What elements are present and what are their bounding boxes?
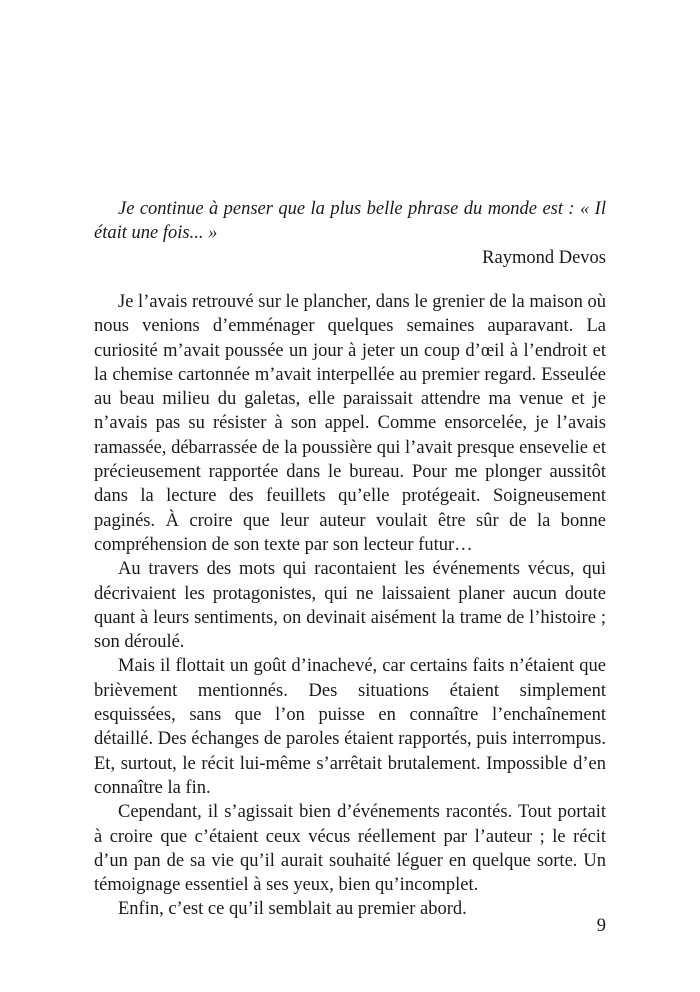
paragraph: Cependant, il s’agissait bien d’événements racontés. Tout portait à croire que c’étaient ceux vécus réellement par l’auteur ; le récit d’un pan de sa vie qu’il aurait souhaité léguer en quelque sorte. Un témoignage essentiel à ses yeux, bien qu’incomplet.	[94, 802, 606, 896]
paragraph: Au travers des mots qui racontaient les événements vécus, qui décrivaient les protagonistes, qui ne laissaient planer aucun doute quant à leurs sentiments, on devinait aisément la trame de l’histoire ; son déroulé.	[94, 559, 606, 653]
epigraph	[94, 197, 606, 270]
body-text	[94, 290, 606, 922]
paragraph: Mais il flottait un goût d’inachevé, car certains faits n’étaient que brièvement mentionnés. Des situations étaient simplement esquissées, sans que l’on puisse en connaître l’enchaînement détaillé. Des échanges de paroles étaient rapportés, puis interrompus. Et, surtout, le récit lui-même s’arrêtait brutalement. Impossible d’en connaître la fin.	[94, 656, 606, 798]
paragraph: Je l’avais retrouvé sur le plancher, dans le grenier de la maison où nous venions d’emménager quelques semaines auparavant. La curiosité m’avait poussée un jour à jeter un coup d’œil à l’endroit et la chemise cartonnée m’avait interpellée au premier regard. Esseulée au beau milieu du galetas, elle paraissait attendre ma venue et je n’avais pas su résister à son appel. Comme ensorcelée, je l’avais ramassée, débarrassée de la poussière qui l’avait presque ensevelie et précieusement rapportée dans le bureau. Pour me plonger aussitôt dans la lecture des feuillets qu’elle protégeait. Soigneusement paginés. À croire que leur auteur voulait être sûr de la bonne compréhension de son texte par son lecteur futur…	[94, 292, 606, 555]
paragraph: Enfin, c’est ce qu’il semblait au premier abord.	[118, 899, 467, 920]
page-number: 9	[596, 916, 606, 936]
epigraph-author: Raymond Devos	[482, 247, 606, 268]
epigraph-quote: Je continue à penser que la plus belle phrase du monde est : « Il était une fois... »	[94, 199, 606, 244]
